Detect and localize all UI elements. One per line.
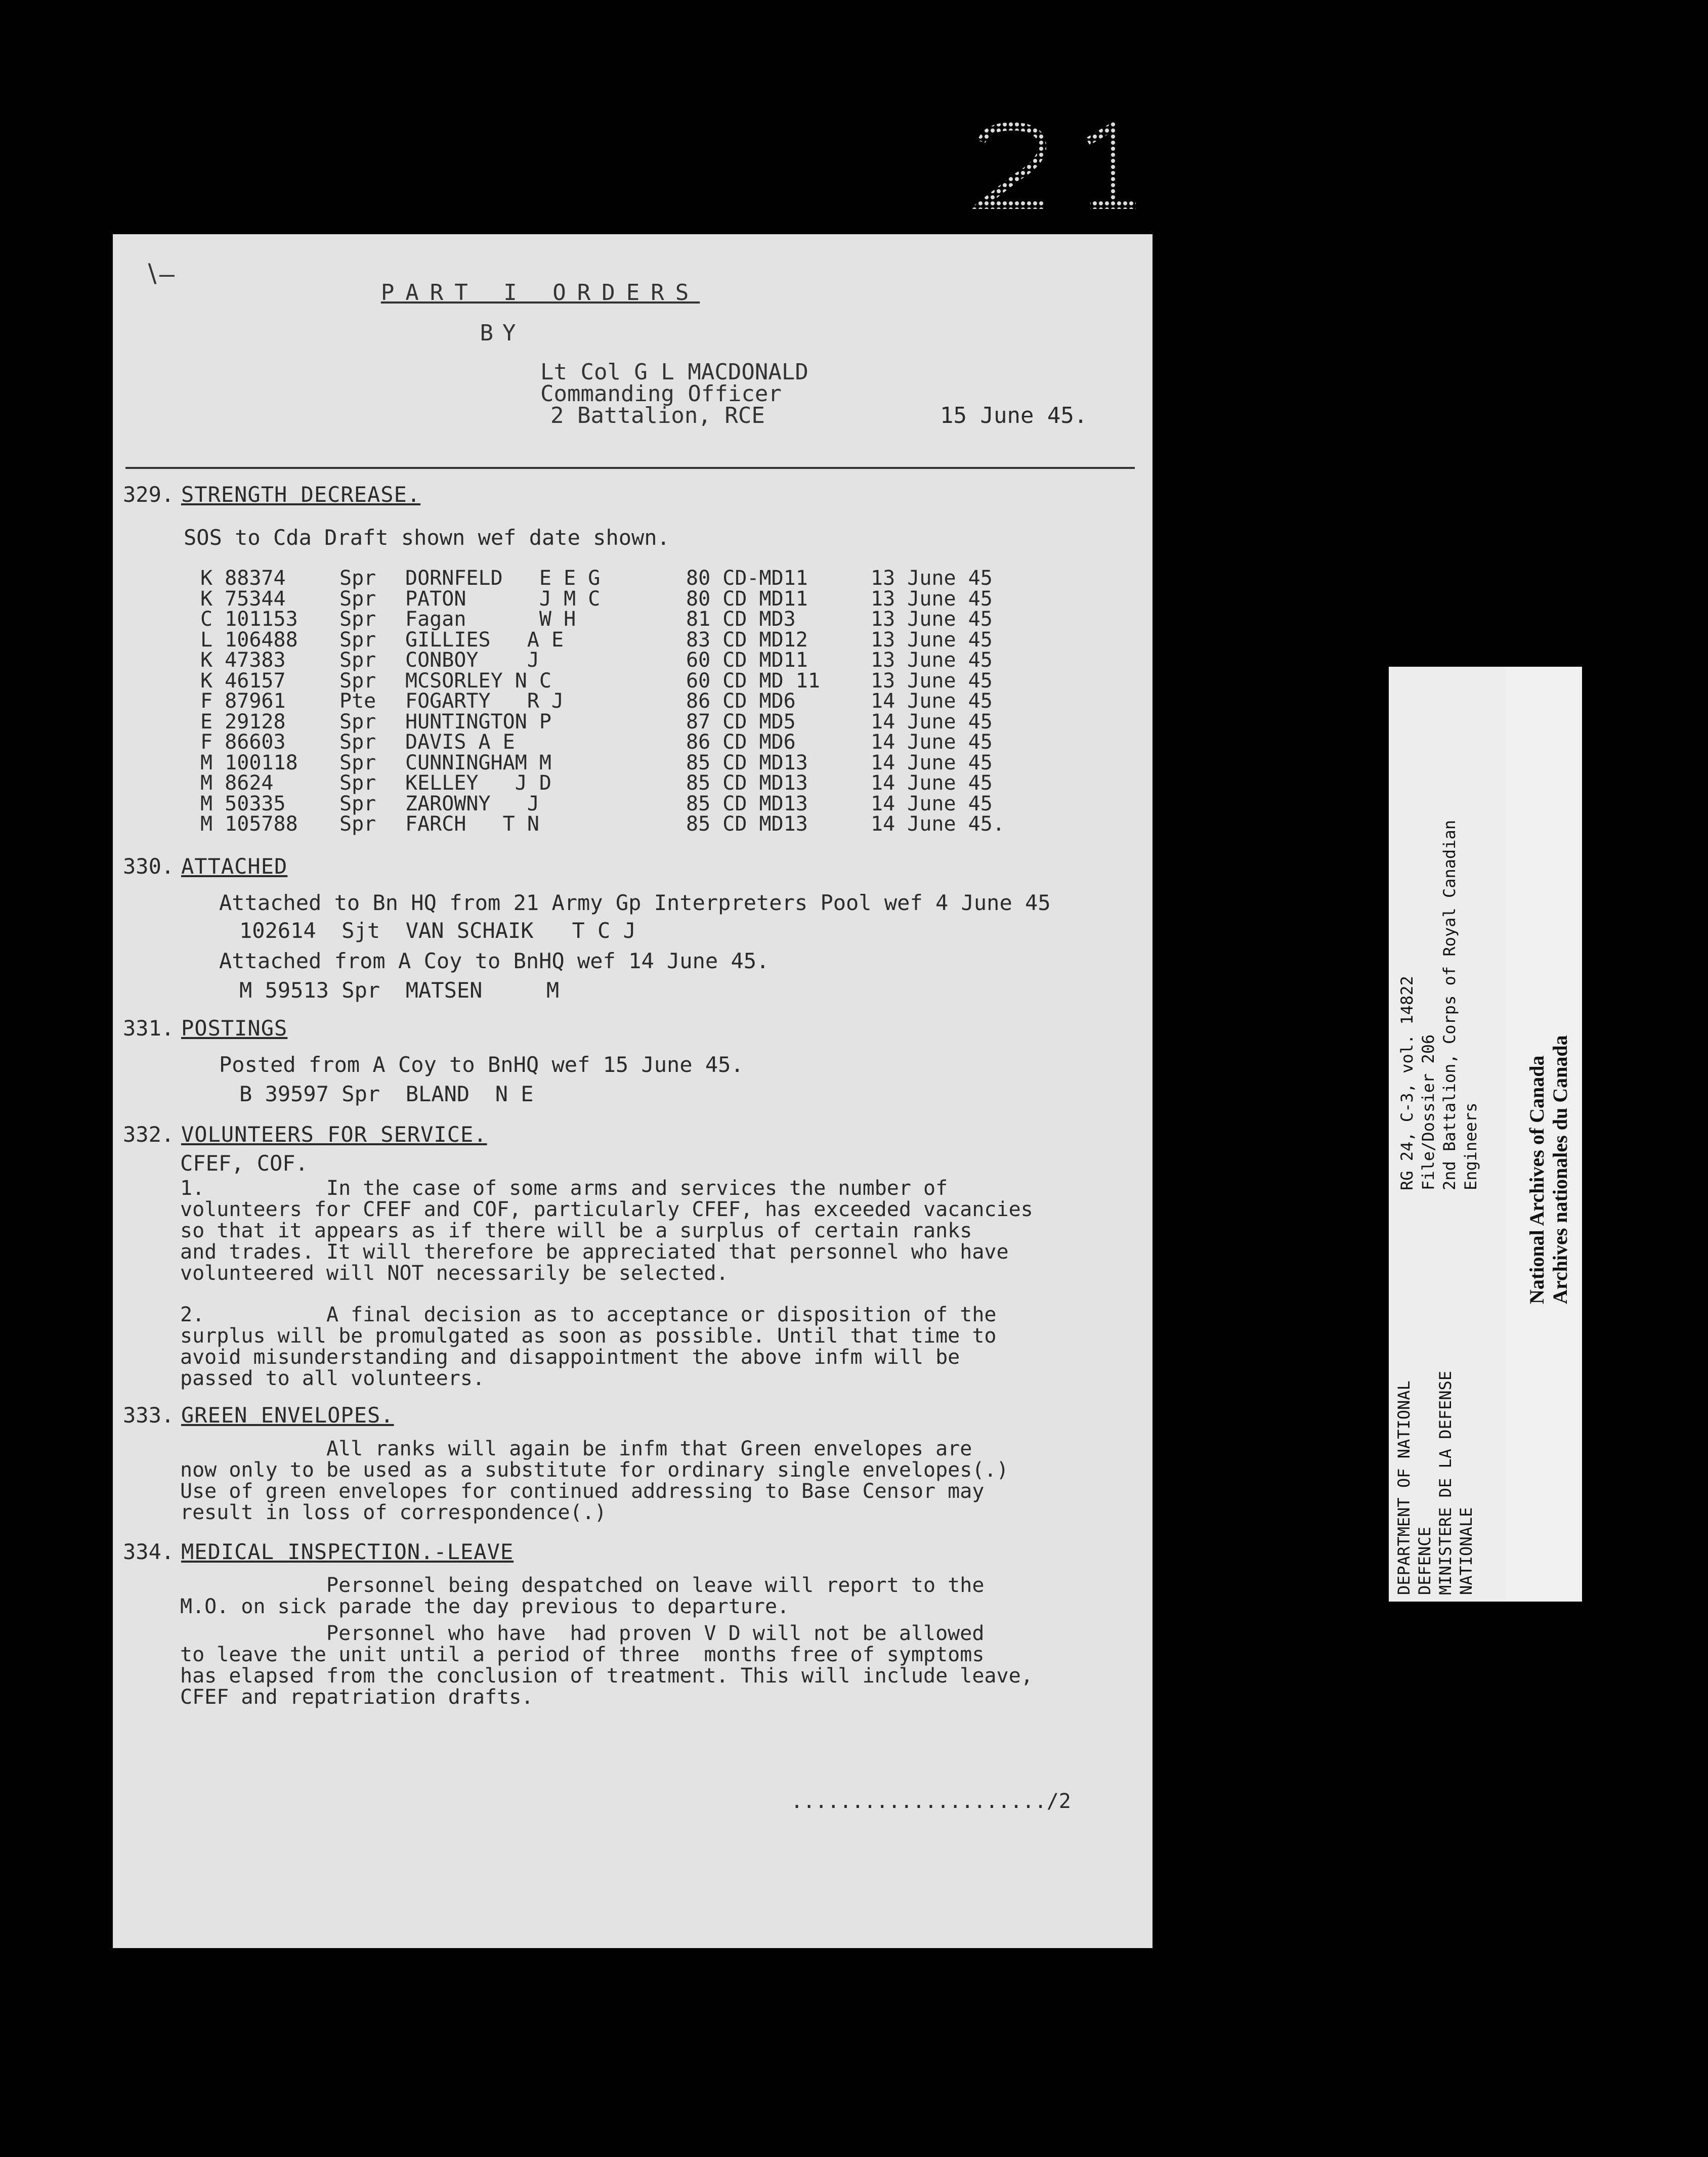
- rank: Spr: [339, 567, 376, 590]
- soldier-name: CUNNINGHAM M: [405, 751, 551, 774]
- draft-district: 85 CD MD13: [686, 792, 808, 815]
- table-row: [200, 671, 1005, 692]
- service-number: M 100118: [200, 751, 298, 774]
- sos-date: 13 June 45: [871, 669, 993, 693]
- section-329: [123, 482, 420, 507]
- archives-canada-card: [1505, 667, 1582, 1602]
- section-329-intro: SOS to Cda Draft shown wef date shown.: [184, 525, 670, 550]
- service-number: K 47383: [200, 649, 286, 672]
- frame-number-digit-1: [1068, 121, 1148, 212]
- document-page: [113, 234, 1152, 1948]
- rank: Spr: [339, 771, 376, 795]
- officer-name: Lt Col G L MACDONALD: [540, 359, 808, 385]
- header-rule: [125, 467, 1135, 469]
- section-334-para-2: Personnel who have had proven V D will not be allowed to leave the unit until a period of three months free of symptoms has elapsed from the conclusion of treatment. This will include leave, CFEF and repatriation drafts.: [180, 1622, 1033, 1709]
- rank: Spr: [339, 628, 376, 652]
- sos-date: 14 June 45: [871, 771, 993, 795]
- draft-district: 85 CD MD13: [686, 771, 808, 795]
- draft-district: 60 CD MD11: [686, 649, 808, 672]
- sos-date: 13 June 45: [871, 587, 993, 611]
- attached-line-4: M 59513 Spr MATSEN M: [239, 978, 560, 1003]
- section-heading: MEDICAL INSPECTION.-LEAVE: [181, 1539, 514, 1564]
- service-number: K 75344: [200, 587, 286, 611]
- soldier-name: MCSORLEY N C: [405, 669, 551, 693]
- section-number: 332.: [123, 1122, 175, 1147]
- section-332-para-1: 1. In the case of some arms and services the number of volunteers for CFEF and COF, particularly CFEF, has exceeded vacancies so that it appears as if there will be a surplus of certain ranks and trades. It will therefore be appreciated that personnel who have volunteered will NOT necessarily be selected.: [180, 1177, 1033, 1285]
- sos-date: 14 June 45: [871, 730, 993, 754]
- service-number: K 46157: [200, 669, 286, 693]
- table-row: [200, 609, 1005, 630]
- rank: Spr: [339, 669, 376, 693]
- sos-date: 13 June 45: [871, 608, 993, 631]
- soldier-name: CONBOY J: [405, 649, 539, 672]
- rank: Spr: [339, 792, 376, 815]
- draft-district: 60 CD MD 11: [686, 669, 820, 693]
- sos-date: 13 June 45: [871, 628, 993, 652]
- unit-name: 2 Battalion, RCE: [550, 403, 765, 428]
- table-row: [200, 712, 1005, 732]
- soldier-name: DORNFELD E E G: [405, 567, 601, 590]
- table-row: [200, 794, 1005, 814]
- section-333: [123, 1403, 394, 1428]
- sos-date: 13 June 45: [871, 567, 993, 590]
- attached-line-1: Attached to Bn HQ from 21 Army Gp Interpreters Pool wef 4 June 45: [219, 890, 1051, 915]
- rank: Pte: [339, 689, 376, 713]
- attached-line-3: Attached from A Coy to BnHQ wef 14 June 45.: [219, 948, 770, 973]
- record-group-reference: RG 24, C-3, vol. 14822 File/Dossier 206 2nd Battalion, Corps of Royal Canadian Engineers: [1397, 819, 1480, 1190]
- draft-district: 85 CD MD13: [686, 751, 808, 774]
- table-row: [200, 773, 1005, 794]
- rank: Spr: [339, 730, 376, 754]
- service-number: L 106488: [200, 628, 298, 652]
- draft-district: 80 CD-MD11: [686, 567, 808, 590]
- frame-number-digit-2: [971, 121, 1052, 212]
- strength-decrease-table: [200, 568, 1005, 835]
- section-331: [123, 1016, 287, 1041]
- section-number: 334.: [123, 1539, 175, 1564]
- rank: Spr: [339, 710, 376, 734]
- section-333-para-1: All ranks will again be infm that Green envelopes are now only to be used as a substitute for ordinary single envelopes(.) Use of green envelopes for continued addressing to Base Censor may result in loss of correspondence(.): [180, 1437, 1009, 1524]
- table-row: [200, 753, 1005, 773]
- table-row: [200, 650, 1005, 671]
- section-number: 331.: [123, 1016, 175, 1041]
- draft-district: 86 CD MD6: [686, 689, 796, 713]
- continuation-mark: ...................../2: [791, 1790, 1071, 1813]
- sos-date: 14 June 45: [871, 689, 993, 713]
- soldier-name: HUNTINGTON P: [405, 710, 551, 734]
- document-title: PART I ORDERS: [380, 280, 700, 306]
- table-row: [200, 814, 1005, 835]
- table-row: [200, 630, 1005, 651]
- section-heading: POSTINGS: [181, 1016, 288, 1041]
- table-row: [200, 568, 1005, 589]
- soldier-name: FARCH T N: [405, 812, 539, 836]
- sos-date: 14 June 45.: [871, 812, 1005, 836]
- document-by: BY: [480, 320, 525, 346]
- service-number: F 87961: [200, 689, 286, 713]
- national-archives-label: National Archives of Canada Archives nationales du Canada: [1525, 1035, 1571, 1304]
- rank: Spr: [339, 812, 376, 836]
- archive-reference-card: [1389, 667, 1509, 1602]
- service-number: K 88374: [200, 567, 286, 590]
- sos-date: 14 June 45: [871, 710, 993, 734]
- section-heading: VOLUNTEERS FOR SERVICE.: [181, 1122, 487, 1147]
- draft-district: 87 CD MD5: [686, 710, 796, 734]
- attached-line-2: 102614 Sjt VAN SCHAIK T C J: [239, 918, 636, 943]
- soldier-name: DAVIS A E: [405, 730, 515, 754]
- service-number: E 29128: [200, 710, 286, 734]
- section-332-sub: CFEF, COF.: [180, 1151, 308, 1176]
- sos-date: 14 June 45: [871, 751, 993, 774]
- soldier-name: ZAROWNY J: [405, 792, 539, 815]
- draft-district: 86 CD MD6: [686, 730, 796, 754]
- sos-date: 13 June 45: [871, 649, 993, 672]
- section-number: 330.: [123, 854, 175, 879]
- section-332: [123, 1122, 487, 1147]
- table-row: [200, 732, 1005, 753]
- service-number: M 105788: [200, 812, 298, 836]
- corner-tick-mark: ∖–: [143, 260, 175, 289]
- soldier-name: FOGARTY R J: [405, 689, 564, 713]
- service-number: M 8624: [200, 771, 274, 795]
- draft-district: 83 CD MD12: [686, 628, 808, 652]
- table-row: [200, 691, 1005, 712]
- section-number: 333.: [123, 1403, 175, 1428]
- section-332-para-2: 2. A final decision as to acceptance or disposition of the surplus will be promulgated as soon as possible. Until that time to avoid misunderstanding and disappointment the above infm will be passed to all volunteers.: [180, 1303, 997, 1390]
- rank: Spr: [339, 608, 376, 631]
- section-334: [123, 1539, 514, 1564]
- section-330: [123, 854, 287, 879]
- service-number: M 50335: [200, 792, 286, 815]
- table-row: [200, 589, 1005, 610]
- section-334-para-1: Personnel being despatched on leave will report to the M.O. on sick parade the day previous to departure.: [180, 1574, 985, 1618]
- service-number: F 86603: [200, 730, 286, 754]
- soldier-name: PATON J M C: [405, 587, 601, 611]
- rank: Spr: [339, 649, 376, 672]
- draft-district: 81 CD MD3: [686, 608, 796, 631]
- draft-district: 85 CD MD13: [686, 812, 808, 836]
- soldier-name: GILLIES A E: [405, 628, 564, 652]
- service-number: C 101153: [200, 608, 298, 631]
- soldier-name: Fagan W H: [405, 608, 576, 631]
- section-heading: ATTACHED: [181, 854, 288, 879]
- postings-line-1: Posted from A Coy to BnHQ wef 15 June 45.: [219, 1052, 744, 1077]
- rank: Spr: [339, 751, 376, 774]
- section-number: 329.: [123, 482, 175, 507]
- rank: Spr: [339, 587, 376, 611]
- section-heading: GREEN ENVELOPES.: [181, 1403, 394, 1428]
- section-heading: STRENGTH DECREASE.: [181, 482, 421, 507]
- soldier-name: KELLEY J D: [405, 771, 551, 795]
- postings-line-2: B 39597 Spr BLAND N E: [239, 1082, 534, 1106]
- department-label: DEPARTMENT OF NATIONAL DEFENCE MINISTERE DE LA DEFENSE NATIONALE: [1394, 1370, 1476, 1595]
- sos-date: 14 June 45: [871, 792, 993, 815]
- draft-district: 80 CD MD11: [686, 587, 808, 611]
- order-date: 15 June 45.: [940, 403, 1088, 428]
- officer-role: Commanding Officer: [540, 381, 782, 407]
